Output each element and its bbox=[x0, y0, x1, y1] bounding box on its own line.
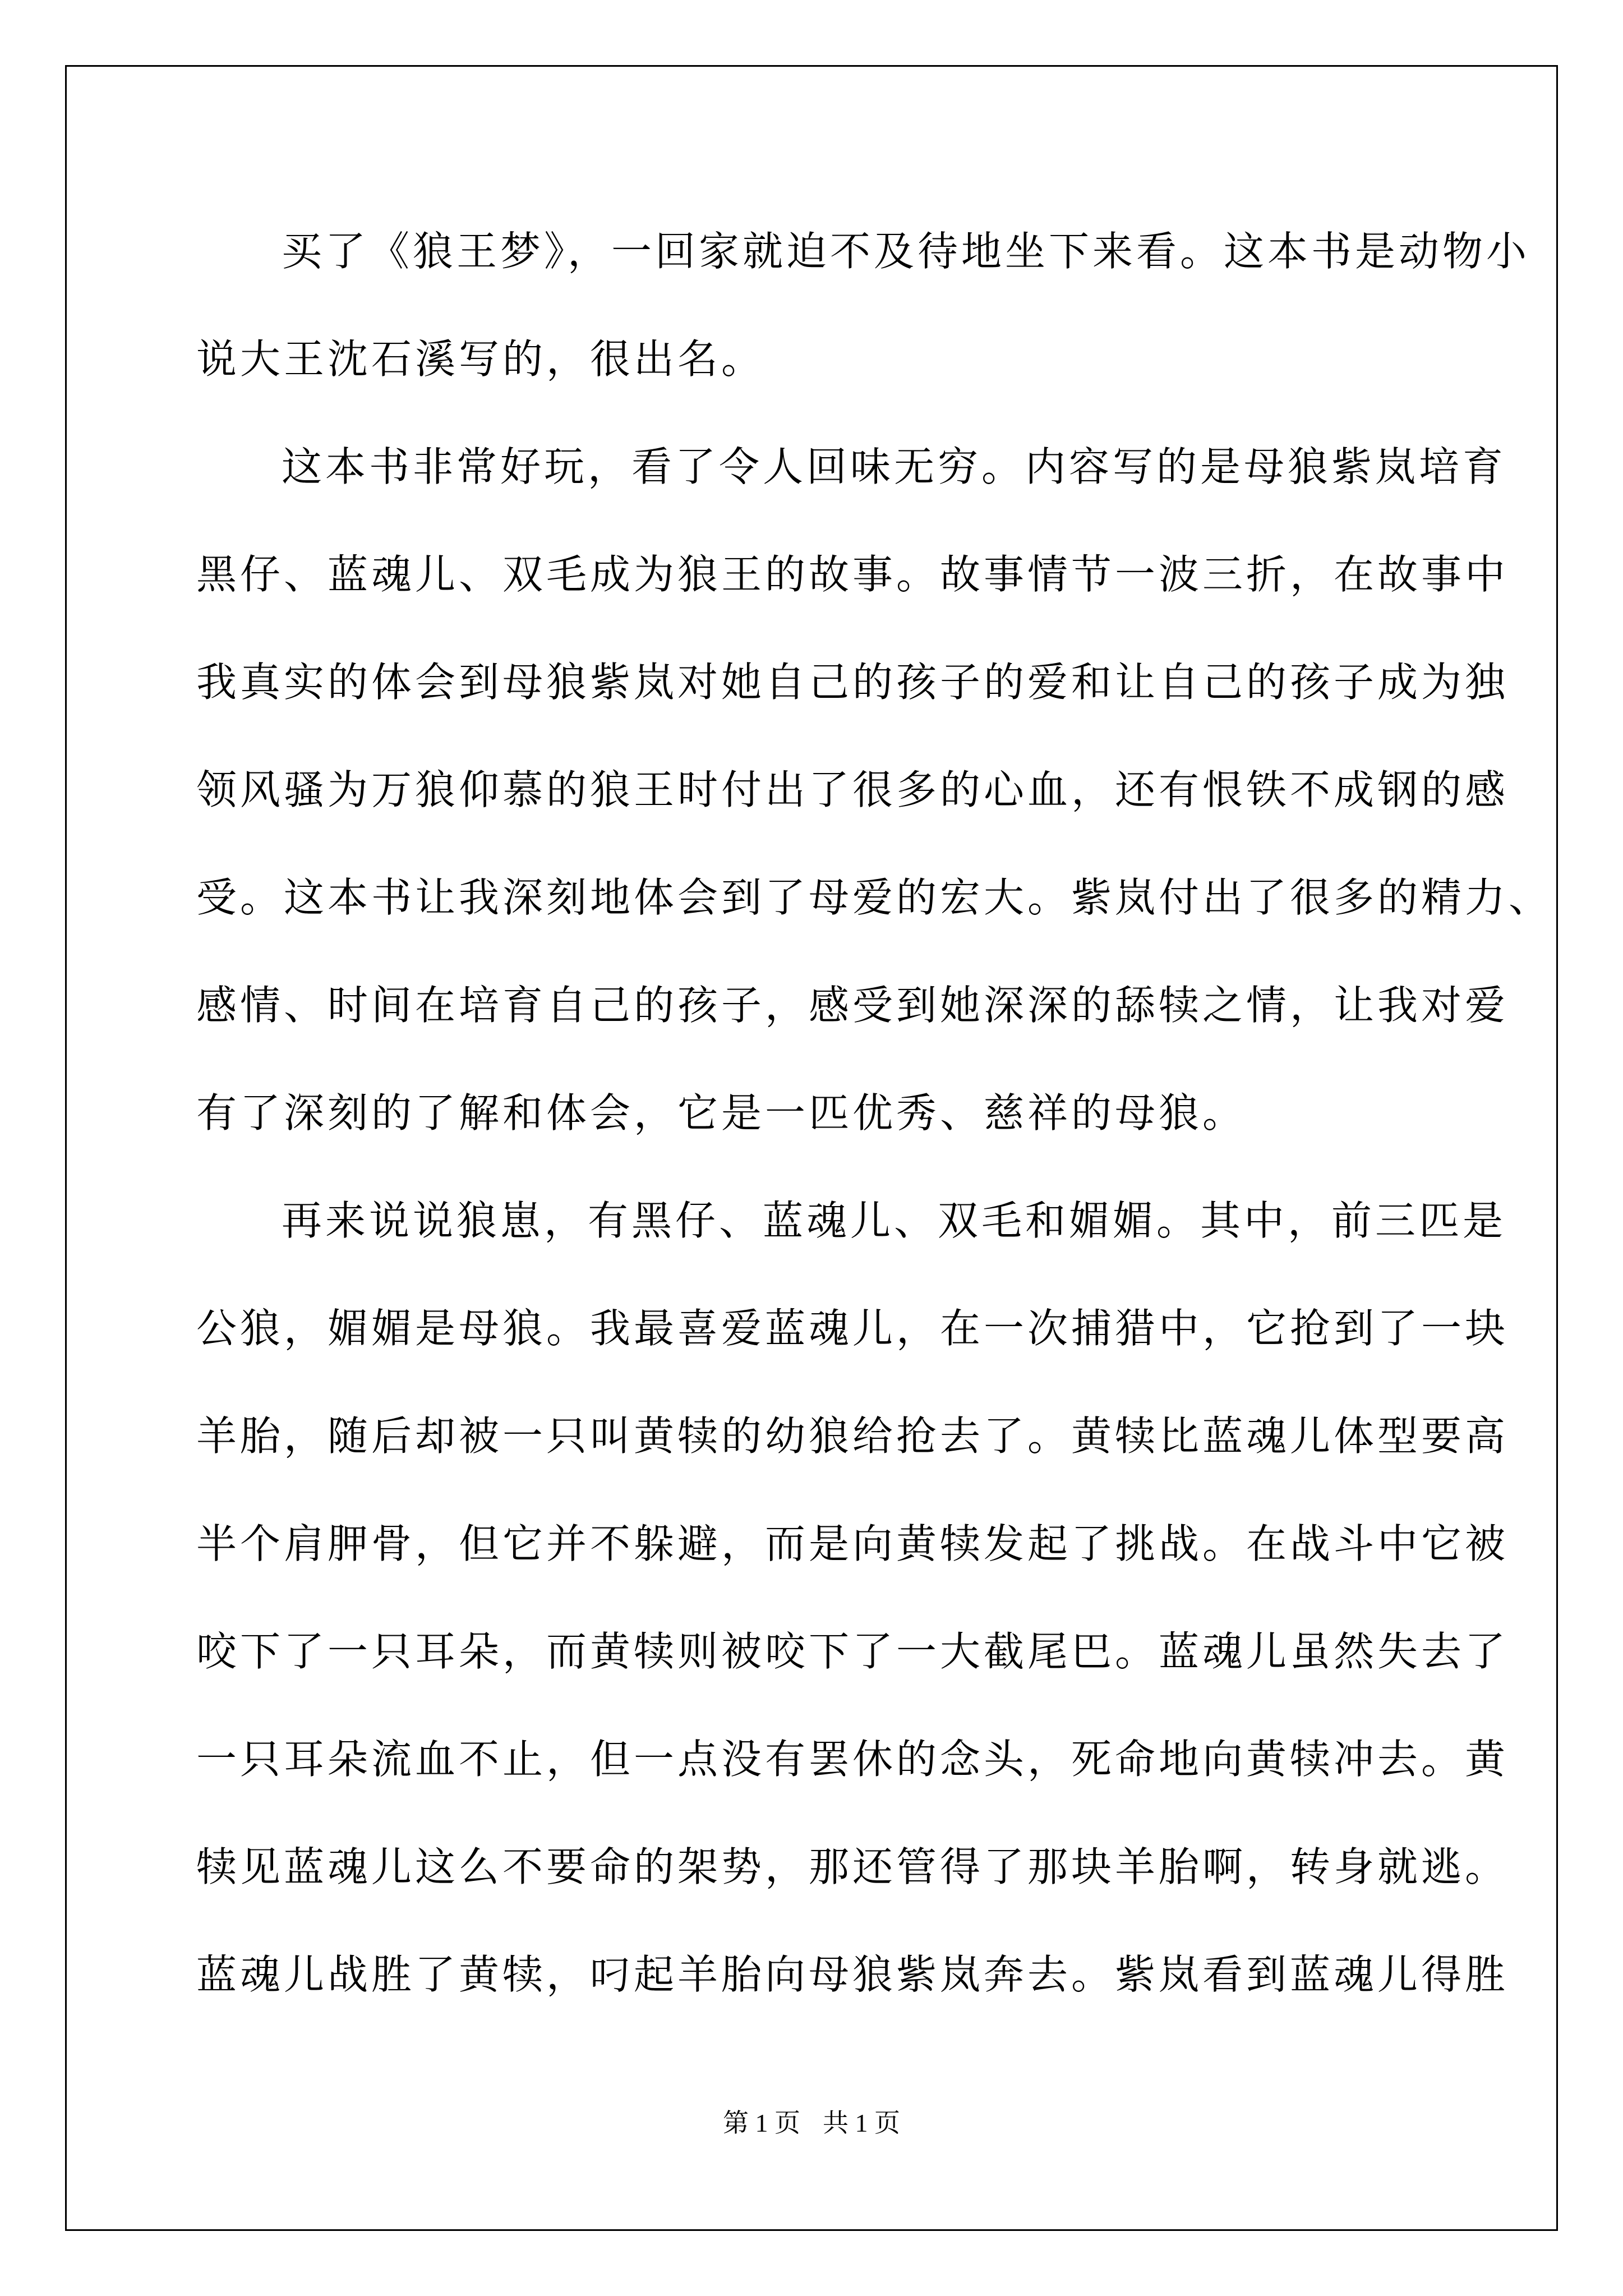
paragraph-3-line-6: 一只耳朵流血不止，但一点没有罢休的念头，死命地向黄犊冲去。黄 bbox=[196, 1736, 1509, 1783]
paragraph-2-line-6: 感情、时间在培育自己的孩子，感受到她深深的舔犊之情，让我对爱 bbox=[196, 982, 1509, 1029]
paragraph-2-line-3: 我真实的体会到母狼紫岚对她自己的孩子的爱和让自己的孩子成为独 bbox=[196, 659, 1509, 706]
paragraph-2-line-2: 黑仔、蓝魂儿、双毛成为狼王的故事。故事情节一波三折，在故事中 bbox=[196, 551, 1509, 598]
paragraph-3-line-8: 蓝魂儿战胜了黄犊，叼起羊胎向母狼紫岚奔去。紫岚看到蓝魂儿得胜 bbox=[196, 1951, 1509, 1998]
paragraph-3-line-2: 公狼，媚媚是母狼。我最喜爱蓝魂儿，在一次捕猎中，它抢到了一块 bbox=[196, 1305, 1509, 1352]
paragraph-2-line-5: 受。这本书让我深刻地体会到了母爱的宏大。紫岚付出了很多的精力、 bbox=[196, 874, 1553, 921]
page-number-total: 共 1 页 bbox=[823, 2109, 900, 2137]
page-number-current: 第 1 页 bbox=[723, 2109, 800, 2137]
paragraph-1-line-1: 买了《狼王梦》，一回家就迫不及待地坐下来看。这本书是动物小 bbox=[282, 228, 1530, 275]
paragraph-1-line-2: 说大王沈石溪写的，很出名。 bbox=[196, 335, 766, 383]
paragraph-3-line-3: 羊胎，随后却被一只叫黄犊的幼狼给抢去了。黄犊比蓝魂儿体型要高 bbox=[196, 1412, 1509, 1460]
paragraph-2-line-1: 这本书非常好玩，看了令人回味无穷。内容写的是母狼紫岚培育 bbox=[282, 443, 1507, 490]
paragraph-3-line-4: 半个肩胛骨，但它并不躲避，而是向黄犊发起了挑战。在战斗中它被 bbox=[196, 1520, 1509, 1567]
paragraph-3-line-1: 再来说说狼崽，有黑仔、蓝魂儿、双毛和媚媚。其中，前三匹是 bbox=[282, 1197, 1507, 1244]
paragraph-2-line-7: 有了深刻的了解和体会，它是一匹优秀、慈祥的母狼。 bbox=[196, 1089, 1247, 1137]
page-footer bbox=[0, 2106, 1623, 2140]
paragraph-3-line-5: 咬下了一只耳朵，而黄犊则被咬下了一大截尾巴。蓝魂儿虽然失去了 bbox=[196, 1628, 1509, 1675]
paragraph-3-line-7: 犊见蓝魂儿这么不要命的架势，那还管得了那块羊胎啊，转身就逃。 bbox=[196, 1843, 1509, 1890]
paragraph-2-line-4: 领风骚为万狼仰慕的狼王时付出了很多的心血，还有恨铁不成钢的感 bbox=[196, 766, 1509, 813]
